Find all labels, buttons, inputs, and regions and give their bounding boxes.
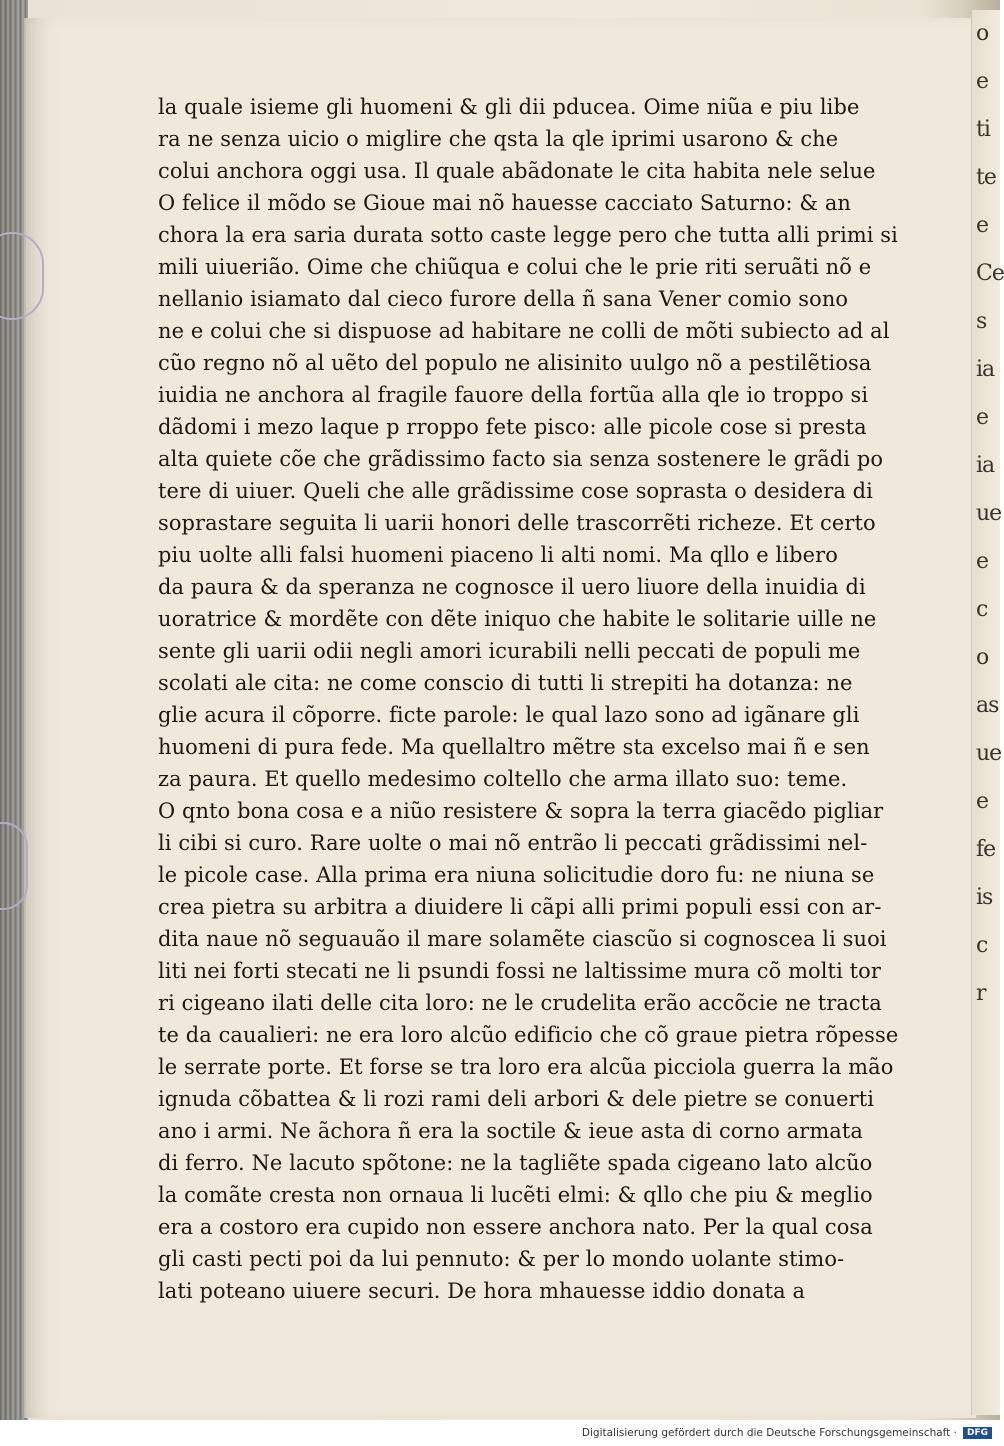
text-line: ra ne senza uicio o miglire che qsta la qle iprimi usarono & che <box>158 127 839 152</box>
text-line: scolati ale cita: ne come conscio di tutti li strepiti ha dotanza: ne <box>158 671 853 696</box>
facing-page-edge <box>971 10 1004 1415</box>
text-line: ignuda cõbattea & li rozi rami deli arbori & dele pietre se conuerti <box>158 1087 875 1112</box>
facing-page-fragment: o <box>976 645 989 670</box>
text-line: ne e colui che si dispuose ad habitare ne colli de mõti subiecto ad al <box>158 319 890 344</box>
text-line: gli casti pecti poi da lui pennuto: & per lo mondo uolante stimo- <box>158 1247 845 1272</box>
text-line: alta quiete cõe che grãdissimo facto sia senza sostenere le grãdi po <box>158 447 884 472</box>
text-line: O qnto bona cosa e a niũo resistere & sopra la terra giacẽdo pigliar <box>158 799 884 824</box>
text-line: iuidia ne anchora al fragile fauore della fortũa alla qle io troppo si <box>158 383 869 408</box>
facing-page-fragment: fe <box>976 837 996 862</box>
facing-page-fragment: ti <box>976 117 990 142</box>
text-line: sente gli uarii odii negli amori icurabili nelli peccati de populi me <box>158 639 861 664</box>
facing-page-fragment: r <box>976 981 986 1006</box>
text-line: li cibi si curo. Rare uolte o mai nõ entrão li peccati grãdissimi nel- <box>158 831 868 856</box>
text-line: glie acura il cõporre. ficte parole: le qual lazo sono ad igãnare gli <box>158 703 860 728</box>
text-line: soprastare seguita li uarii honori delle trascorrẽti richeze. Et certo <box>158 511 876 536</box>
facing-page-fragment: ia <box>976 453 995 478</box>
facing-page-fragment: e <box>976 405 989 430</box>
dfg-logo-icon: DFG <box>963 1427 992 1439</box>
text-line: ano i armi. Ne ãchora ñ era la soctile & ieue asta di corno armata <box>158 1119 863 1144</box>
text-line: tere di uiuer. Queli che alle grãdissime cose soprasta o desidera di <box>158 479 873 504</box>
text-line: da paura & da speranza ne cognosce il uero liuore della inuidia di <box>158 575 866 600</box>
facing-page-fragment: c <box>976 933 988 958</box>
text-line: di ferro. Ne lacuto spõtone: ne la tagliẽte spada cigeano lato alcũo <box>158 1151 873 1176</box>
text-line: chora la era saria durata sotto caste legge pero che tutta alli primi si <box>158 223 898 248</box>
text-line: la comãte cresta non ornaua li lucẽti elmi: & qllo che piu & meglio <box>158 1183 873 1208</box>
facing-page-fragment: as <box>976 693 999 718</box>
text-line: liti nei forti stecati ne li psundi fossi ne laltissime mura cõ molti tor <box>158 959 881 984</box>
page-clip-top <box>0 232 44 320</box>
facing-page-fragment: is <box>976 885 993 910</box>
page-text-block <box>158 92 918 1308</box>
facing-page-fragment: o <box>976 21 989 46</box>
text-line: la quale isieme gli huomeni & gli dii pducea. Oime niũa e piu libe <box>158 95 860 120</box>
text-line: ri cigeano ilati delle cita loro: ne le crudelita erão accõcie ne tracta <box>158 991 882 1016</box>
facing-page-fragment: e <box>976 789 989 814</box>
text-line: O felice il mõdo se Gioue mai nõ hauesse cacciato Saturno: & an <box>158 191 852 216</box>
facing-page-fragment: ia <box>976 357 995 382</box>
facing-page-fragment: e <box>976 213 989 238</box>
text-line: le picole case. Alla prima era niuna solicitudie doro fu: ne niuna se <box>158 863 875 888</box>
text-line: uoratrice & mordẽte con dẽte iniquo che habite le solitarie uille ne <box>158 607 877 632</box>
text-line: colui anchora oggi usa. Il quale abãdonate le cita habita nele selue <box>158 159 876 184</box>
facing-page-fragment: ue <box>976 501 1002 526</box>
text-line: lati poteano uiuere securi. De hora mhauesse iddio donata a <box>158 1279 806 1304</box>
text-line: dita naue nõ seguauão il mare solamẽte ciascũo si cognoscea li suoi <box>158 927 887 952</box>
text-line: crea pietra su arbitra a diuidere li cãpi alli primi populi essi con ar- <box>158 895 882 920</box>
text-line: dãdomi i mezo laque p rroppo fete pisco: alle picole cose si presta <box>158 415 867 440</box>
text-line: te da caualieri: ne era loro alcũo edificio che cõ graue pietra rõpesse <box>158 1023 899 1048</box>
page-clip-bottom <box>0 822 28 910</box>
text-line: za paura. Et quello medesimo coltello che arma illato suo: teme. <box>158 767 848 792</box>
facing-page-fragment: ue <box>976 741 1002 766</box>
facing-page-fragment: e <box>976 549 989 574</box>
text-line: cũo regno nõ al uẽto del populo ne alisinito uulgo nõ a pestilẽtiosa <box>158 351 872 376</box>
facing-page-fragment: te <box>976 165 996 190</box>
text-line: nellanio isiamato dal cieco furore della ñ sana Vener comio sono <box>158 287 849 312</box>
text-line: piu uolte alli falsi huomeni piaceno li alti nomi. Ma qllo e libero <box>158 543 838 568</box>
facing-page-fragment: e <box>976 69 989 94</box>
text-line: mili uiuerião. Oime che chiũqua e colui che le prie riti seruãti nõ e <box>158 255 872 280</box>
text-line: era a costoro era cupido non essere anchora nato. Per la qual cosa <box>158 1215 873 1240</box>
text-line: le serrate porte. Et forse se tra loro era alcũa picciola guerra la mão <box>158 1055 894 1080</box>
book-page <box>24 18 976 1418</box>
footer-credit: Digitalisierung gefördert durch die Deutsche Forschungsgemeinschaft · <box>581 1427 957 1439</box>
facing-page-fragment: c <box>976 597 988 622</box>
facing-page-fragment: s <box>976 309 987 334</box>
facing-page-fragment: Ce <box>976 261 1004 286</box>
digitization-footer <box>0 1420 1000 1446</box>
text-line: huomeni di pura fede. Ma quellaltro mẽtre sta excelso mai ñ e sen <box>158 735 870 760</box>
